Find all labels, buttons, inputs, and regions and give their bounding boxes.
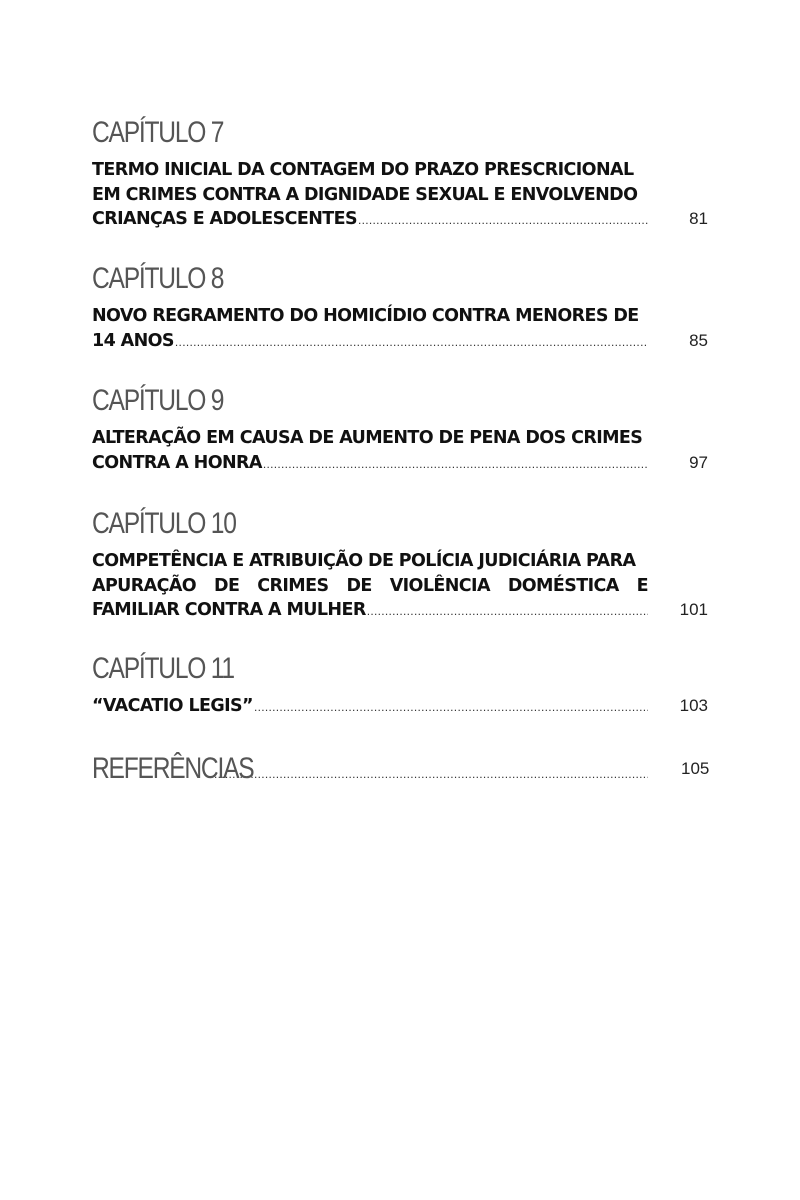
entry-title-line: NOVO REGRAMENTO DO HOMICÍDIO CONTRA MENORES DE [92,306,639,326]
toc-chapter [92,258,708,353]
chapter-heading: CAPÍTULO 11 [92,652,234,685]
toc-entry[interactable] [92,304,708,353]
entry-title-line: EM CRIMES CONTRA A DIGNIDADE SEXUAL E ENVOLVENDO [92,184,638,205]
dot-leader [367,604,648,618]
entry-last-line [92,207,648,232]
entry-title [92,304,648,353]
chapter-heading: CAPÍTULO 10 [92,507,236,540]
toc-entry[interactable] [92,158,708,232]
references-row [92,748,648,790]
page-number: 81 [689,209,708,228]
page-number: 97 [689,452,708,472]
references-heading: REFERÊNCIAS [92,752,254,785]
entry-title-line: FAMILIAR CONTRA A MULHER [92,600,366,620]
entry-title-line: APURAÇÃO DE CRIMES DE VIOLÊNCIA DOMÉSTICA E [92,575,648,596]
entry-title [92,158,648,232]
entry-last-line [92,598,648,623]
entry-title [92,694,648,719]
entry-title-line: CRIANÇAS E ADOLESCENTES [92,209,357,229]
entry-title-line: COMPETÊNCIA E ATRIBUIÇÃO DE POLÍCIA JUDICIÁRIA PARA [92,551,636,571]
page-number: 101 [679,600,708,619]
dot-leader [175,335,648,349]
toc-entry[interactable] [92,549,708,623]
entry-title [92,426,648,475]
toc-references[interactable] [92,748,708,790]
chapter-heading: CAPÍTULO 7 [92,116,224,149]
entry-title-line: TERMO INICIAL DA CONTAGEM DO PRAZO PRESCRICIONAL [92,160,634,180]
page-number: 105 [681,759,710,778]
entry-last-line [92,451,648,476]
dot-leader [358,213,648,227]
entry-title-line: 14 ANOS [92,330,174,351]
toc-entry[interactable] [92,694,708,719]
chapter-heading: CAPÍTULO 8 [92,262,224,295]
page-number: 103 [679,696,708,715]
dot-leader [254,700,648,714]
dot-leader [214,767,648,781]
entry-title-line: “VACATIO LEGIS” [92,696,253,716]
toc-chapter [92,380,708,475]
entry-title-line: CONTRA A HONRA [92,452,262,473]
toc-chapter [92,112,708,232]
entry-last-line [92,694,648,719]
dot-leader [263,457,648,471]
entry-title [92,549,648,623]
chapter-heading: CAPÍTULO 9 [92,384,224,417]
entry-last-line [92,329,648,354]
page-number: 85 [689,330,708,350]
toc-entry[interactable] [92,426,708,475]
toc-chapter [92,648,708,719]
entry-title-line: ALTERAÇÃO EM CAUSA DE AUMENTO DE PENA DOS CRIMES [92,428,643,448]
toc-chapter [92,503,708,623]
